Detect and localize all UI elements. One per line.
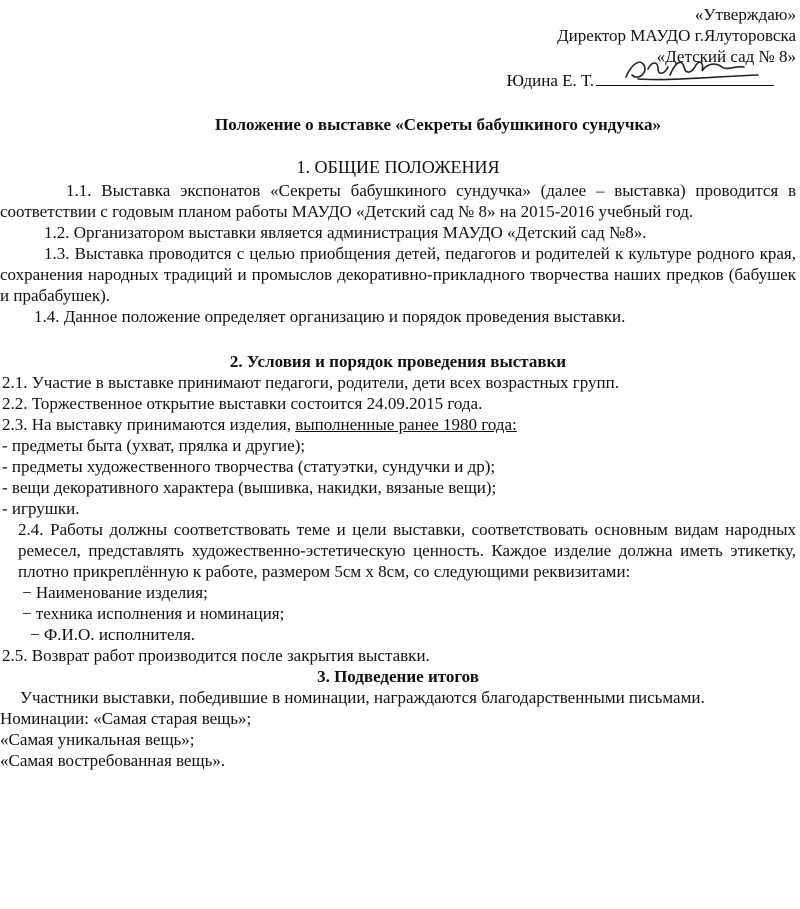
section-3-heading: 3. Подведение итогов — [317, 667, 479, 686]
director-name: Юдина Е. Т. — [506, 71, 594, 90]
list-item: - предметы быта (ухват, прялка и другие); — [2, 436, 306, 455]
paragraph-1-4: 1.4. Данное положение определяет организацию и порядок проведения выставки. — [34, 307, 626, 326]
document-body — [0, 114, 796, 771]
paragraph-2-3-text: 2.3. На выставку принимаются изделия, — [2, 415, 296, 434]
paragraph-2-5: 2.5. Возврат работ производится после закрытия выставки. — [2, 646, 430, 665]
list-item: - игрушки. — [2, 499, 80, 518]
section-2-heading: 2. Условия и порядок проведения выставки — [229, 352, 567, 371]
signature-row — [506, 67, 774, 91]
list-item: - вещи декоративного характера (вышивка, накидки, вязаные вещи); — [2, 478, 497, 497]
paragraph-2-4: 2.4. Работы должны соответствовать теме и цели выставки, соответствовать основным видам народных ремесел, представлять художественно-эстетическую ценность. Каждое изделие должна иметь этикетку, плотно прикреплённую к работе, размером 5см х 8см, со следующими реквизитами: — [18, 520, 796, 581]
paragraph-1-3: 1.3. Выставка проводится с целью приобщения детей, педагогов и родителей к культуре родного края, сохранения народных традиций и промыслов декоративно-прикладного творчества наших предков (бабушек и прабабушек). — [0, 244, 796, 305]
approval-block — [506, 4, 796, 91]
nomination-line: «Самая востребованная вещь». — [0, 751, 226, 770]
paragraph-2-3-underlined: выполненные ранее 1980 года: — [295, 415, 517, 434]
nomination-line: «Самая уникальная вещь»; — [0, 730, 195, 749]
approval-stamp-text: «Утверждаю» — [694, 5, 796, 24]
signature-line — [596, 67, 774, 86]
document-title: Положение о выставке «Секреты бабушкиного сундучка» — [215, 115, 661, 134]
paragraph-1-2: 1.2. Организатором выставки является администрация МАУДО «Детский сад №8». — [44, 223, 647, 242]
director-title: Директор МАУДО г.Ялуторовска — [557, 26, 796, 45]
section-1-heading: 1. ОБЩИЕ ПОЛОЖЕНИЯ — [296, 157, 500, 177]
nomination-line: Номинации: «Самая старая вещь»; — [0, 709, 252, 728]
organization-name: «Детский сад № 8» — [656, 47, 796, 66]
paragraph-2-2: 2.2. Торжественное открытие выставки состоится 24.09.2015 года. — [2, 394, 483, 413]
handwritten-signature — [618, 55, 768, 85]
requisite-item: − Ф.И.О. исполнителя. — [30, 625, 196, 644]
list-item: - предметы художественного творчества (статуэтки, сундучки и др); — [2, 457, 496, 476]
paragraph-2-3 — [0, 414, 796, 435]
paragraph-1-1: 1.1. Выставка экспонатов «Секреты бабушкиного сундучка» (далее – выставка) проводится в соответствии с годовым планом работы МАУДО «Детский сад № 8» на 2015-2016 учебный год. — [0, 181, 796, 221]
requisite-item: − Наименование изделия; — [22, 583, 208, 602]
paragraph-2-1: 2.1. Участие в выставке принимают педагоги, родители, дети всех возрастных групп. — [2, 373, 619, 392]
paragraph-3-1: Участники выставки, победившие в номинации, награждаются благодарственными письмами. — [20, 688, 705, 707]
requisite-item: − техника исполнения и номинация; — [22, 604, 285, 623]
